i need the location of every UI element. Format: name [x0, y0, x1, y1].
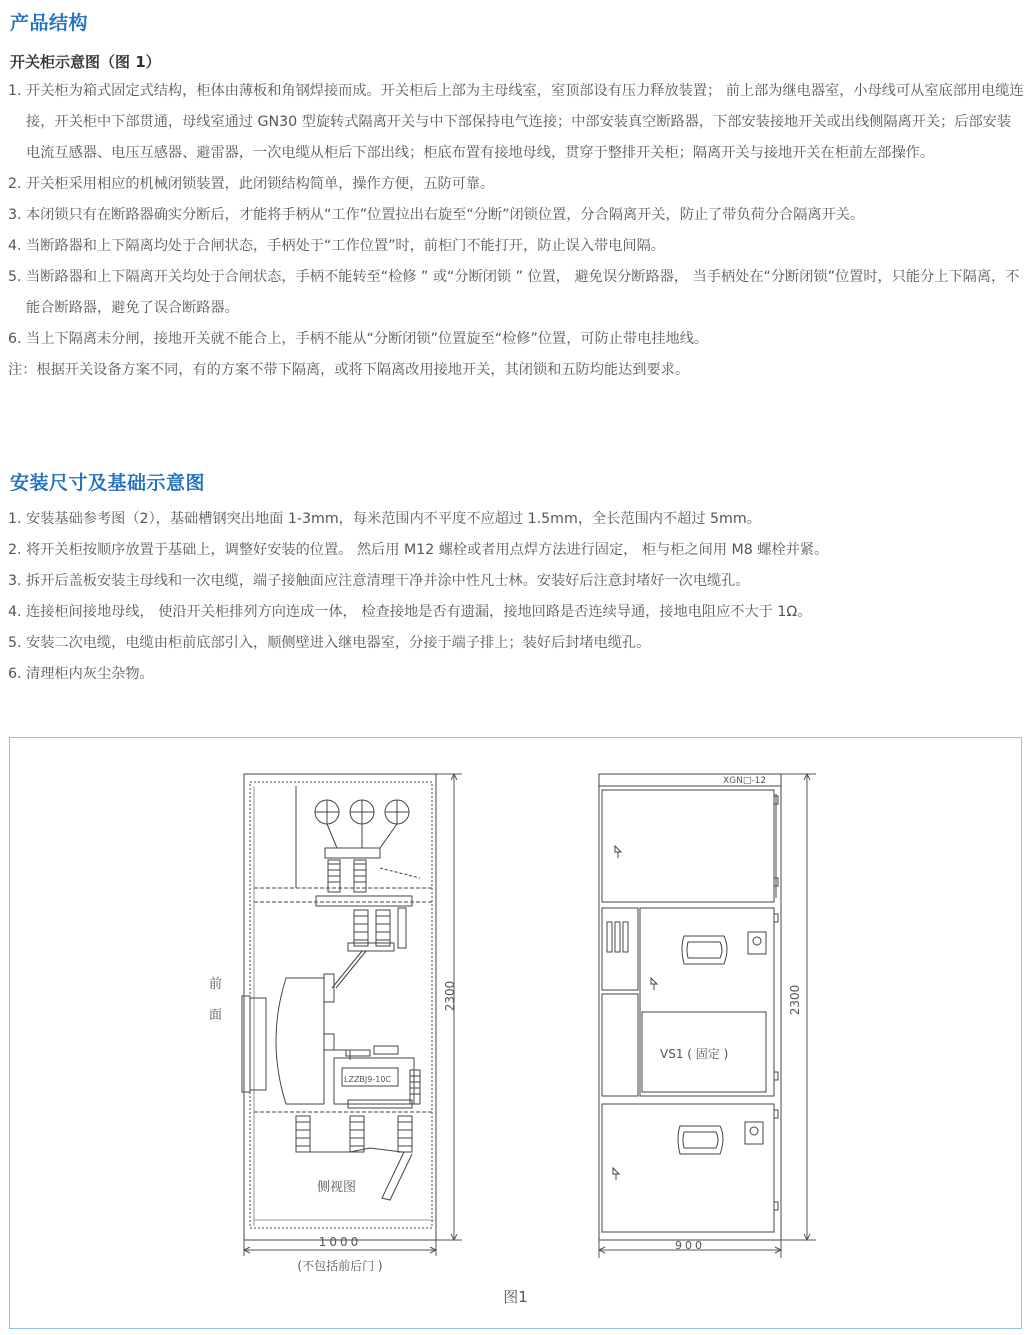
list-item: 1. 安装基础参考图（2），基础槽钢突出地面 1-3mm，每米范围内不平度不应超过 1.5mm，全长范围内不超过 5mm。 [8, 511, 761, 527]
list-item: 3. 拆开后盖板安装主母线和一次电缆，端子接触面应注意清理干净并涂中性凡士林。安装好后注意封堵好一次电缆孔。 [8, 573, 750, 589]
breaker-label: VS1 ( 固定 ) [660, 1047, 729, 1061]
front-label-top: 前 [209, 977, 223, 992]
product-structure-list [8, 76, 1024, 386]
front-label-bottom: 面 [209, 1008, 223, 1023]
front-width-dim: 900 [675, 1239, 705, 1252]
list-item: 5. 当断路器和上下隔离开关均处于合闸状态，手柄不能转至“检修 ” 或“分断闭锁 ” 位置， 避免误分断路器， 当手柄处在“分断闭锁”位置时，只能分上下隔离，不能合断路器，避免了误合断路器。 [8, 269, 1020, 316]
cabinet-drawing [10, 738, 1021, 1328]
section-title-product-structure: 产品结构 [10, 12, 89, 34]
side-height-dim: 2300 [443, 980, 457, 1012]
front-view-cabinet [599, 774, 781, 1240]
list-item: 4. 当断路器和上下隔离均处于合闸状态，手柄处于“工作位置”时，前柜门不能打开，防止误入带电间隔。 [8, 238, 665, 254]
subsection-title-diagram: 开关柜示意图（图 1） [10, 53, 161, 71]
note-item: 注：根据开关设备方案不同，有的方案不带下隔离，或将下隔离改用接地开关，其闭锁和五防均能达到要求。 [8, 362, 690, 378]
figure-frame [9, 737, 1022, 1329]
list-item: 1. 开关柜为箱式固定式结构，柜体由薄板和角钢焊接而成。开关柜后上部为主母线室，室顶部设有压力释放装置； 前上部为继电器室，小母线可从室底部用电缆连接，开关柜中下部贯通，母线室通过 GN30 型旋转式隔离开关与中下部保持电气连接；中部安装真空断路器，下部安装接地开关或出线侧隔离开关；后部安装电流互感器、电压互感器、避雷器，一次电缆从柜后下部出线；柜底布置有接地母线，贯穿于整排开关柜；隔离开关与接地开关在柜前左部操作。 [8, 83, 1024, 161]
side-view-cabinet [242, 774, 436, 1240]
side-width-note: (不包括前后门 ) [297, 1259, 383, 1273]
figure-caption: 图1 [503, 1288, 528, 1306]
ct-model-label: LZZBJ9-10C [344, 1075, 392, 1084]
model-label: XGN□-12 [723, 776, 767, 786]
list-item: 6. 当上下隔离未分闸，接地开关就不能合上，手柄不能从“分断闭锁”位置旋至“检修”位置，可防止带电挂地线。 [8, 331, 709, 347]
list-item: 5. 安装二次电缆，电缆由柜前底部引入，顺侧壁进入继电器室，分接于端子排上；装好后封堵电缆孔。 [8, 635, 651, 651]
side-view-label: 侧视图 [317, 1180, 357, 1195]
list-item: 2. 将开关柜按顺序放置于基础上，调整好安装的位置。 然后用 M12 螺栓或者用点焊方法进行固定， 柜与柜之间用 M8 螺栓并紧。 [8, 542, 829, 558]
front-height-dim: 2300 [788, 984, 802, 1016]
section-title-installation: 安装尺寸及基础示意图 [10, 472, 206, 494]
list-item: 4. 连接柜间接地母线， 使沿开关柜排列方向连成一体， 检查接地是否有遗漏，接地回路是否连续导通，接地电阻应不大于 1Ω。 [8, 604, 812, 620]
list-item: 6. 清理柜内灰尘杂物。 [8, 666, 154, 682]
side-width-dim: 1000 [318, 1235, 362, 1249]
list-item: 3. 本闭锁只有在断路器确实分断后，才能将手柄从“工作”位置拉出右旋至“分断”闭锁位置，分合隔离开关，防止了带负荷分合隔离开关。 [8, 207, 865, 223]
list-item: 2. 开关柜采用相应的机械闭锁装置，此闭锁结构简单，操作方便，五防可靠。 [8, 176, 495, 192]
front-view-dimensions [599, 774, 816, 1258]
installation-list [8, 504, 1024, 690]
